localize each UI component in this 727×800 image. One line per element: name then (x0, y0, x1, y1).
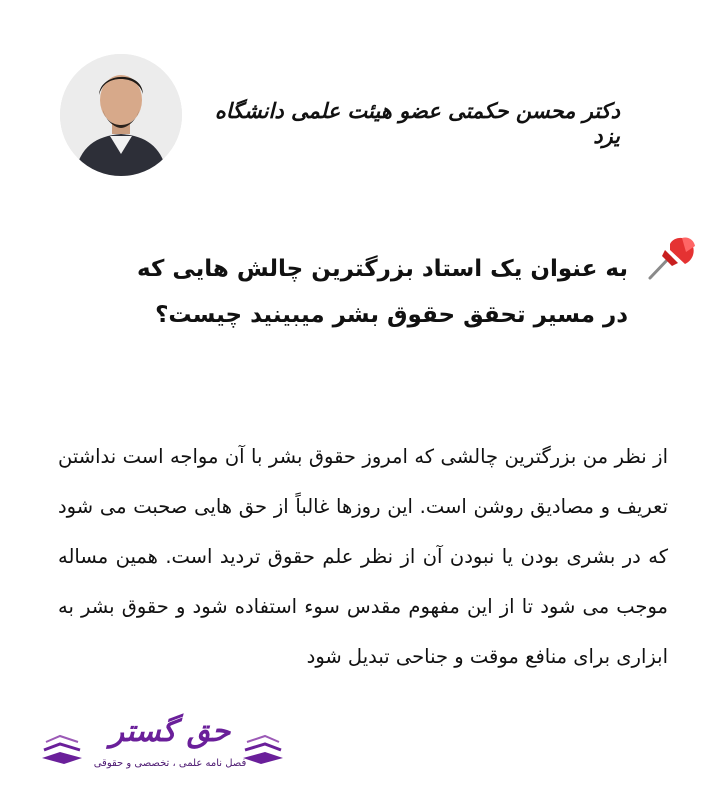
book-icon (40, 728, 84, 768)
author-avatar (60, 54, 182, 176)
author-title: دکتر محسن حکمتی عضو هیئت علمی دانشگاه یزد (214, 98, 620, 148)
author-header (60, 54, 680, 178)
book-icon (241, 728, 285, 768)
question-text: به عنوان یک استاد بزرگترین چالش هایی که در مسیر تحقق حقوق بشر میبینید چیست؟ (137, 256, 628, 328)
brand-logo (40, 710, 285, 790)
logo-subtitle: فصل نامه علمی ، تخصصی و حقوقی (93, 758, 247, 769)
answer-paragraph: از نظر من بزرگترین چالشی که امروز حقوق بشر با آن مواجه است نداشتن تعریف و مصادیق روشن است. این روزها غالباً از حق هایی صحبت می شود که در بشری بودن یا نبودن آن از نظر علم حقوق تردید است. همین مساله موجب می شود تا از این مفهوم مقدس سوء استفاده شود و حقوق بشر به ابزاری برای منافع موقت و جناحی تبدیل شود (58, 445, 668, 668)
person-portrait-icon (60, 54, 182, 176)
pushpin-icon (642, 228, 700, 284)
logo-title: حق گستر (109, 714, 231, 749)
question-section (40, 228, 700, 348)
